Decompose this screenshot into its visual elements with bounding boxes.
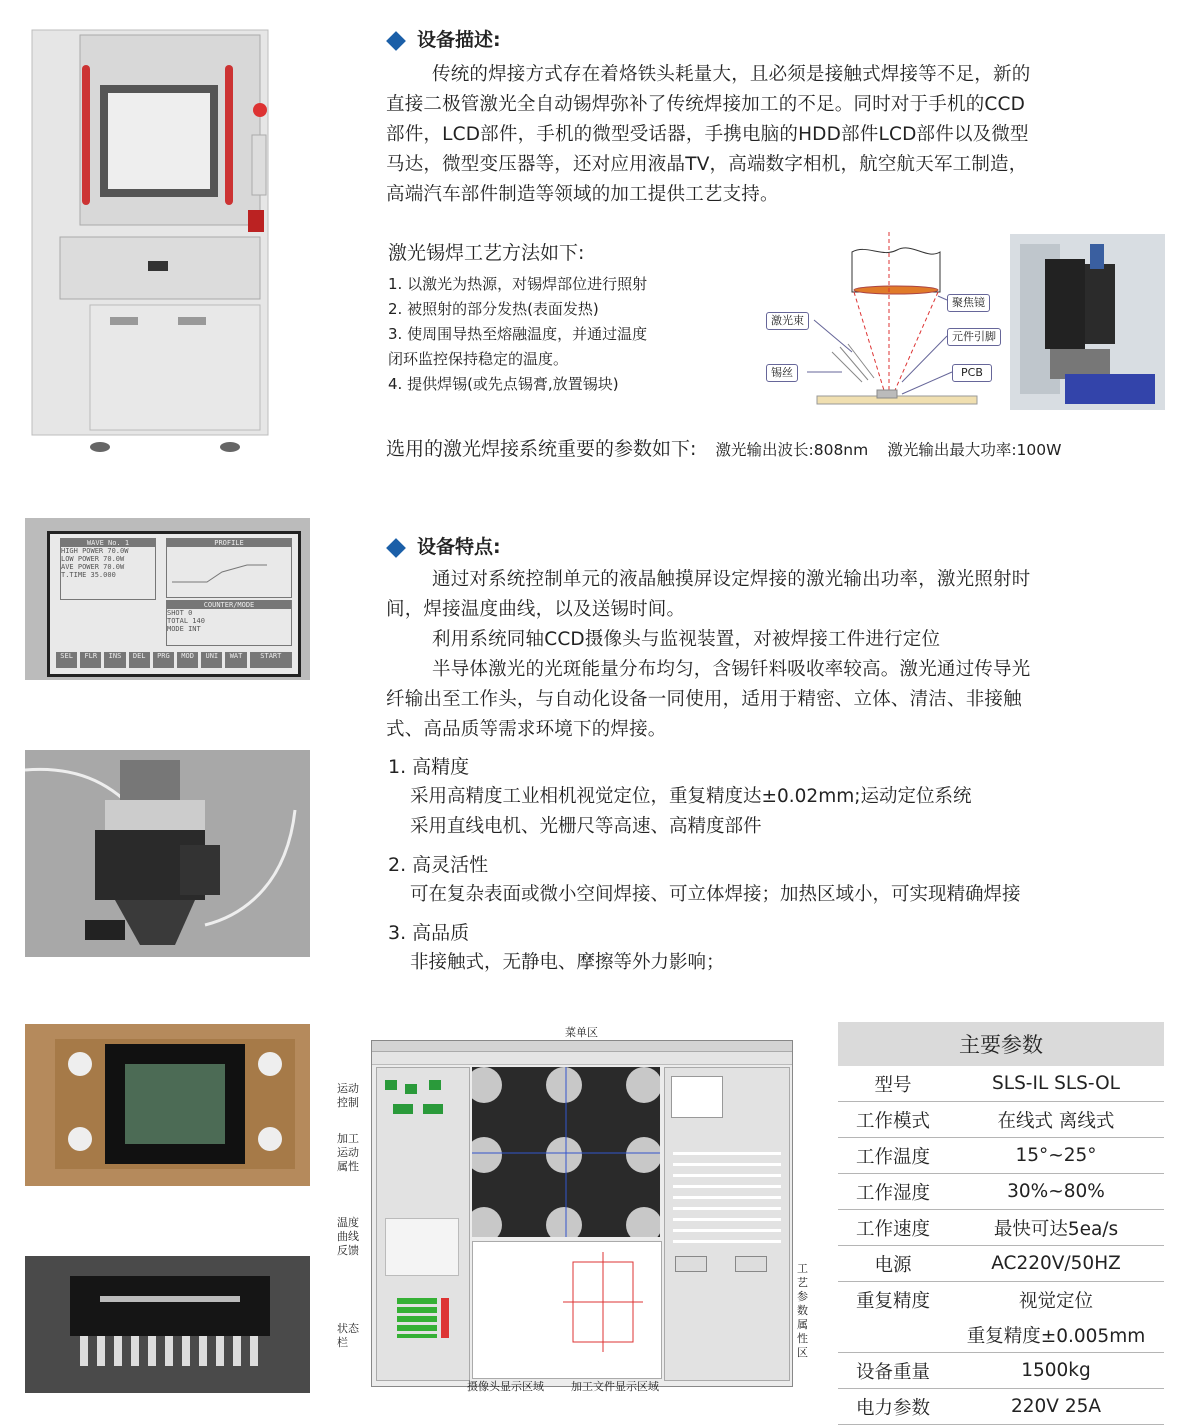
description-line: 马达，微型变压器等，还对应用液晶TV，高端数字相机，航空航天军工制造， — [386, 154, 1028, 175]
diagram-label-solder: 锡丝 — [766, 364, 798, 382]
process-step: 2. 被照射的部分发热(表面发热) — [388, 300, 599, 318]
laser-soldering-diagram — [762, 232, 1002, 412]
software-screenshot — [335, 1022, 815, 1400]
params-lead: 选用的激光焊接系统重要的参数如下: — [386, 438, 697, 460]
software-label-motion: 运动控制 — [337, 1082, 359, 1109]
features-heading: 设备特点: — [385, 532, 501, 559]
lcd-row: HIGH POWER 70.0W — [61, 547, 129, 555]
system-params-line — [386, 434, 1176, 461]
lcd-row: T.TIME 35.000 — [61, 571, 116, 579]
spec-key: 重复精度 — [855, 1290, 930, 1312]
lcd-button-mod[interactable]: MOD — [177, 652, 198, 668]
feature-line: 可在复杂表面或微小空间焊接、可立体焊接；加热区域小，可实现精确焊接 — [410, 884, 1021, 905]
chip-photo-top — [25, 1024, 310, 1186]
table-row — [838, 1246, 1164, 1282]
process-steps — [388, 272, 748, 397]
spec-value: 30%~80% — [948, 1174, 1164, 1210]
software-label-temp: 温度曲线反馈 — [337, 1216, 359, 1257]
laser-equipment-photo — [1010, 234, 1165, 410]
spec-value: 最快可达5ea/s — [948, 1210, 1164, 1246]
software-label-camera: 摄像头显示区域 — [467, 1380, 544, 1393]
process-step: 4. 提供焊锡(或先点锡膏,放置锡块) — [388, 375, 619, 393]
feature-line: 非接触式，无静电、摩擦等外力影响； — [410, 952, 725, 973]
spec-key: 电源 — [838, 1246, 948, 1282]
diagram-label-pcb: PCB — [952, 364, 992, 382]
description-body — [386, 60, 1176, 210]
spec-value: 在线式 离线式 — [948, 1102, 1164, 1138]
description-line: 传统的焊接方式存在着烙铁头耗量大，且必须是接触式焊接等不足，新的 — [432, 64, 1031, 85]
diamond-bullet-icon — [386, 538, 406, 558]
params-wavelength: 激光输出波长:808nm — [715, 441, 869, 459]
machine-photo — [30, 25, 280, 455]
table-row — [838, 1210, 1164, 1246]
feature-title: 3. 高品质 — [388, 922, 470, 944]
table-row — [838, 1066, 1164, 1102]
feature-title: 2. 高灵活性 — [388, 854, 489, 876]
spec-value: 15°~25° — [948, 1138, 1164, 1174]
diagram-label-lead: 元件引脚 — [947, 328, 1001, 346]
lcd-counter-row: TOTAL 140 — [167, 617, 205, 625]
feature-line: 采用直线电机、光栅尺等高速、高精度部件 — [410, 816, 762, 837]
spec-key — [838, 1317, 948, 1353]
spec-key: 设备重量 — [838, 1353, 948, 1389]
features-intro-line: 利用系统同轴CCD摄像头与监视装置，对被焊接工件进行定位 — [432, 629, 941, 650]
table-row — [838, 1389, 1164, 1425]
features-intro-line: 纤输出至工作头，与自动化设备一同使用，适用于精密、立体、清洁、非接触 — [386, 689, 1022, 710]
description-line: 高端汽车部件制造等领域的加工提供工艺支持。 — [386, 184, 779, 205]
lcd-button-uni[interactable]: UNI — [201, 652, 222, 668]
spec-table-title: 主要参数 — [838, 1022, 1164, 1066]
lcd-counter-row: SHOT 0 — [167, 609, 193, 617]
software-label-toolbar: 菜单区 — [565, 1026, 598, 1039]
lcd-button-ins[interactable]: INS — [104, 652, 125, 668]
spec-table — [838, 1022, 1164, 1425]
spec-key: 工作湿度 — [838, 1174, 948, 1210]
features-intro-line: 间，焊接温度曲线，以及送锡时间。 — [386, 599, 686, 620]
features-intro-line: 式、高品质等需求环境下的焊接。 — [386, 719, 667, 740]
chip-photo-bottom — [25, 1256, 310, 1393]
lcd-button-flr[interactable]: FLR — [80, 652, 101, 668]
features-intro-line: 半导体激光的光斑能量分布均匀，含锡钎料吸收率较高。激光通过传导光 — [432, 659, 1031, 680]
description-line: 直接二极管激光全自动锡焊弥补了传统焊接加工的不足。同时对于手机的CCD — [386, 94, 1026, 115]
software-label-process-attr: 工艺参数属性区 — [797, 1262, 808, 1359]
lcd-button-prg[interactable]: PRG — [153, 652, 174, 668]
lcd-row: LOW POWER 70.0W — [61, 555, 125, 563]
spec-value: AC220V/50HZ — [948, 1246, 1164, 1282]
lcd-button-start[interactable]: START — [250, 652, 292, 668]
spec-value: 220V 25A — [948, 1389, 1164, 1425]
process-step: 3. 使周围导热至熔融温度，并通过温度 — [388, 325, 648, 343]
spec-table-wrapper — [838, 1022, 1164, 1425]
software-label-file: 加工文件显示区域 — [571, 1380, 659, 1393]
description-line: 部件，LCD部件，手机的微型受话器，手携电脑的HDD部件LCD部件以及微型 — [386, 124, 1029, 145]
laser-head-photo — [25, 750, 310, 957]
table-row — [838, 1353, 1164, 1389]
spec-key: 电力参数 — [838, 1389, 948, 1425]
feature-line: 采用高精度工业相机视觉定位，重复精度达±0.02mm;运动定位系统 — [410, 786, 972, 807]
lcd-button-sel[interactable]: SEL — [56, 652, 77, 668]
features-intro-line: 通过对系统控制单元的液晶触摸屏设定焊接的激光输出功率，激光照射时 — [432, 569, 1031, 590]
description-heading: 设备描述: — [385, 25, 501, 52]
table-row — [838, 1317, 1164, 1353]
spec-value: SLS-IL SLS-OL — [948, 1066, 1164, 1102]
table-row — [838, 1138, 1164, 1174]
lcd-counter-label: COUNTER/MODE — [167, 601, 291, 609]
feature-title: 1. 高精度 — [388, 756, 470, 778]
spec-key: 工作速度 — [838, 1210, 948, 1246]
params-power: 激光输出最大功率:100W — [887, 441, 1062, 459]
spec-key: 工作温度 — [838, 1138, 948, 1174]
lcd-button-wat[interactable]: WAT — [225, 652, 246, 668]
process-step: 闭环监控保持稳定的温度。 — [388, 350, 569, 368]
table-row — [838, 1282, 1164, 1318]
diamond-bullet-icon — [386, 31, 406, 51]
software-label-status: 状态栏 — [337, 1322, 359, 1349]
lcd-button-del[interactable]: DEL — [129, 652, 150, 668]
diagram-label-beam: 激光束 — [766, 312, 809, 330]
process-heading: 激光锡焊工艺方法如下: — [388, 242, 585, 264]
table-row — [838, 1102, 1164, 1138]
features-intro — [386, 565, 1176, 745]
lcd-wave-label: WAVE No. 1 — [61, 539, 155, 547]
lcd-counter-row: MODE INT — [167, 625, 201, 633]
table-row — [838, 1174, 1164, 1210]
lcd-profile-curve — [167, 547, 287, 587]
lcd-row: AVE POWER 70.0W — [61, 563, 125, 571]
software-label-motion-attr: 加工运动属性 — [337, 1132, 359, 1173]
process-step: 1. 以激光为热源，对锡焊部位进行照射 — [388, 275, 648, 293]
spec-value: 视觉定位 — [1018, 1290, 1093, 1312]
spec-value: 重复精度±0.005mm — [948, 1317, 1164, 1353]
diagram-label-lens: 聚焦镜 — [947, 294, 990, 312]
spec-value: 1500kg — [948, 1353, 1164, 1389]
lcd-screen-photo — [25, 518, 310, 680]
feature-list — [388, 752, 1178, 978]
spec-key: 型号 — [838, 1066, 948, 1102]
lcd-profile-label: PROFILE — [167, 539, 291, 547]
spec-key: 工作模式 — [838, 1102, 948, 1138]
